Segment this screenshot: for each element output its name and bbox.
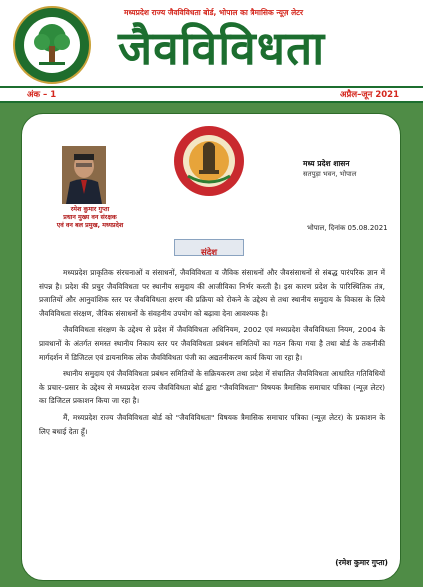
state-emblem bbox=[174, 126, 244, 196]
person-designation: प्रधान मुख्य वन संरक्षक bbox=[63, 214, 117, 221]
government-title: मध्य प्रदेश शासन bbox=[303, 159, 350, 168]
tree-logo-icon bbox=[15, 8, 89, 82]
issue-number: अंक – 1 bbox=[27, 90, 57, 100]
person-name: रमेश कुमार गुप्ता bbox=[70, 206, 110, 213]
message-paragraph: जैवविविधता संरक्षण के उद्देश्य से प्रदेश में जैवविविधता अधिनियम, 2002 एवं मध्यप्रदेश जैवविविधता नियम, 2004 के प्रावधानों के अंतर्गत समस्त स्थानीय निकाय स्तर पर जैवविविधता प्रबंधन समितियों का गठन किया गया है तथा बोर्ड के तकनीकी मार्गदर्शन में डिजिटल एवं डायनामिक लोक जैवविविधता पंजी का अद्यतनीकरण कार्य किया जा रहा है। bbox=[39, 325, 385, 362]
message-paragraph: मध्यप्रदेश प्राकृतिक संरचनाओं व संसाधनों, जैवविविधता व जैविक संसाधनों और जैवसंसाधनों से संबद्ध पारंपरिक ज्ञान में संपन्न है। प्रदेश की प्रचुर जैवविविधता पर स्थानीय समुदाय की आजीविका निर्भर करती है। इस कारण प्रदेश के पारिस्थितिक तंत्र, प्रजातियों और आनुवांशिक स्तर पर जैवविविधता क्षरण की प्रक्रिया को रोकने के उद्देश्य से तथा स्थानीय समुदाय के विकास के लिये जैवविविधता संरक्षण, जैविक संसाधनों के संवहनीय उपयोग को बढ़ावा देना आवश्यक है। bbox=[39, 268, 385, 318]
issue-bar bbox=[0, 86, 423, 103]
newsletter-title: जैवविविधता bbox=[118, 21, 326, 75]
portrait-image bbox=[62, 146, 106, 204]
message-paragraph: स्थानीय समुदाय एवं जैवविविधता प्रबंधन समितियों के सक्रियकरण तथा प्रदेश में संचालित जैवविविधता आधारित गतिविधियों के प्रचार–प्रसार के उद्देश्य से मध्यप्रदेश राज्य जैवविविधता बोर्ड द्वारा "जैवविविधता" विषयक त्रैमासिक समाचार पत्रिका (न्यूज़ लेटर) का डिजिटल प्रकाशन किया जा रहा है। bbox=[39, 369, 385, 406]
person-caption bbox=[36, 206, 144, 230]
message-heading-box bbox=[174, 239, 244, 256]
newsletter-header bbox=[0, 0, 423, 90]
letter-date: भोपाल, दिनांक 05.08.2021 bbox=[307, 224, 388, 232]
message-paragraph: मैं, मध्यप्रदेश राज्य जैवविविधता बोर्ड को "जैवविविधता" विषयक त्रैमासिक समाचार पत्रिका (न्यूज़ लेटर) के प्रकाशन के लिए बधाई देता हूँ। bbox=[39, 412, 385, 436]
message-heading: संदेश bbox=[200, 248, 218, 258]
government-office: सतपुड़ा भवन, भोपाल bbox=[303, 170, 357, 178]
message-card bbox=[21, 113, 401, 581]
message-body bbox=[39, 266, 385, 441]
newsletter-subtitle: मध्यप्रदेश राज्य जैवविविधता बोर्ड, भोपाल का त्रैमासिक न्यूज़ लेटर bbox=[124, 8, 304, 17]
person-photo bbox=[62, 146, 106, 204]
signature-name: (रमेश कुमार गुप्ता) bbox=[335, 558, 388, 567]
board-logo bbox=[13, 6, 91, 84]
issue-period: अप्रैल–जून 2021 bbox=[340, 90, 399, 100]
emblem-icon bbox=[174, 126, 244, 196]
person-designation-2: एवं वन बल प्रमुख, मध्यप्रदेश bbox=[56, 222, 124, 229]
